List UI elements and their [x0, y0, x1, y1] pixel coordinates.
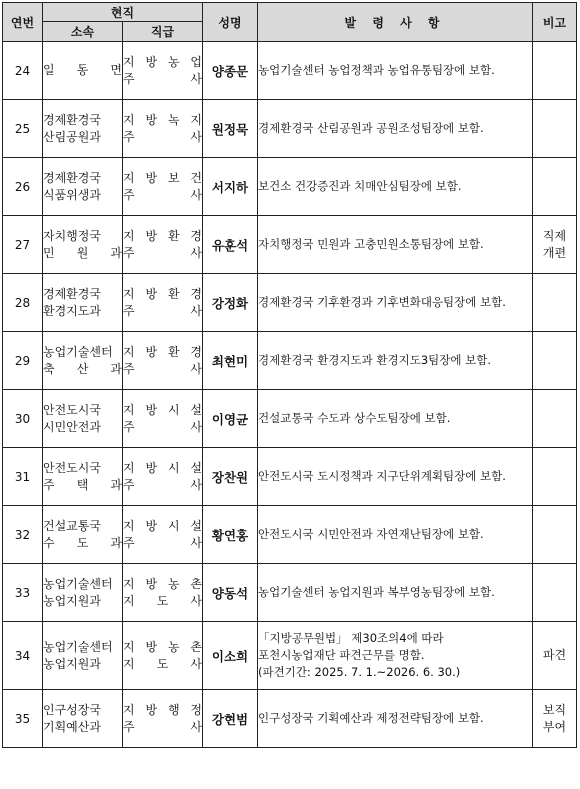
remark-line: 부여: [542, 719, 567, 734]
order-line: 경제환경국 산림공원과 공원조성팀장에 보함.: [258, 121, 484, 135]
grade-text: 녹: [167, 112, 180, 127]
grade-text: 지: [123, 170, 135, 185]
department-text: 농업지원과: [43, 656, 101, 671]
department-line: [43, 303, 122, 320]
grade-line: [123, 286, 202, 303]
grade-text: 방: [145, 402, 158, 417]
remark: [533, 100, 577, 158]
department-line: [43, 535, 122, 552]
grade-line: [123, 303, 202, 320]
table-row: [3, 100, 577, 158]
grade-line: [123, 477, 202, 494]
grade-text: 시: [167, 518, 180, 533]
current-grade: [123, 506, 203, 564]
grade-text: 촌: [190, 576, 202, 591]
grade-text: 방: [145, 576, 158, 591]
grade-text: 주: [123, 477, 135, 492]
appointment-order: [258, 100, 533, 158]
order-line: 경제환경국 기후환경과 기후변화대응팀장에 보함.: [258, 295, 506, 309]
grade-line: [123, 228, 202, 245]
appointment-order: [258, 274, 533, 332]
table-row: [3, 690, 577, 748]
department-text: 인구성장국: [43, 702, 101, 717]
grade-text: 사: [190, 129, 202, 144]
grade-text: 지: [123, 576, 135, 591]
table-row: [3, 158, 577, 216]
grade-line: [123, 518, 202, 535]
order-line: 안전도시국 시민안전과 자연재난팀장에 보함.: [258, 527, 484, 541]
department-text: 원: [76, 245, 89, 260]
department-line: [43, 245, 122, 262]
row-number: 34: [3, 622, 43, 690]
grade-text: 방: [145, 170, 158, 185]
current-department: [43, 216, 123, 274]
remark: [533, 42, 577, 100]
department-text: 면: [110, 63, 122, 77]
remark: [533, 506, 577, 564]
grade-text: 방: [145, 702, 158, 717]
grade-text: 사: [190, 719, 202, 734]
grade-text: 사: [190, 187, 202, 202]
department-line: [43, 286, 122, 303]
grade-text: 지: [123, 402, 135, 417]
appointment-order: [258, 622, 533, 690]
department-text: 경제환경국: [43, 286, 101, 301]
table-row: [3, 332, 577, 390]
grade-text: 설: [190, 460, 202, 475]
grade-text: 지: [123, 54, 135, 69]
row-number: 33: [3, 564, 43, 622]
table-row: [3, 622, 577, 690]
grade-text: 농: [167, 54, 180, 69]
grade-line: [123, 702, 202, 719]
grade-text: 사: [190, 535, 202, 550]
grade-text: 경: [190, 344, 202, 359]
grade-text: 주: [123, 303, 135, 318]
row-number: 26: [3, 158, 43, 216]
person-name: 장찬원: [203, 448, 258, 506]
grade-text: 주: [123, 535, 135, 550]
current-department: [43, 42, 123, 100]
header-no: 연번: [3, 3, 43, 42]
grade-text: 지: [123, 344, 135, 359]
department-text: 안전도시국: [43, 402, 101, 417]
department-text: 경제환경국: [43, 112, 101, 127]
grade-line: [123, 402, 202, 419]
grade-text: 환: [167, 286, 180, 301]
grade-line: [123, 129, 202, 146]
current-department: [43, 158, 123, 216]
header-dept: 소속: [43, 22, 123, 42]
grade-line: [123, 54, 202, 71]
grade-text: 방: [145, 518, 158, 533]
grade-text: 설: [190, 402, 202, 417]
department-line: [43, 593, 122, 610]
grade-text: 방: [145, 639, 158, 654]
appointment-order: [258, 42, 533, 100]
grade-text: 환: [167, 228, 180, 243]
remark-line: 파견: [542, 648, 567, 662]
department-text: 기획예산과: [43, 719, 101, 734]
department-line: [43, 656, 122, 673]
grade-text: 사: [190, 656, 202, 671]
order-line: 보건소 건강증진과 치매안심팀장에 보함.: [258, 179, 462, 193]
department-text: 주: [43, 477, 55, 492]
current-grade: [123, 100, 203, 158]
grade-text: 촌: [190, 639, 202, 654]
grade-line: [123, 639, 202, 656]
department-text: 과: [110, 245, 122, 260]
grade-text: 방: [145, 460, 158, 475]
department-text: 산림공원과: [43, 129, 101, 144]
current-grade: [123, 332, 203, 390]
grade-text: 방: [145, 344, 158, 359]
header-name: 성명: [203, 3, 258, 42]
remark: [533, 622, 577, 690]
department-text: 수: [43, 535, 55, 550]
row-number: 32: [3, 506, 43, 564]
table-row: [3, 216, 577, 274]
grade-line: [123, 344, 202, 361]
current-grade: [123, 158, 203, 216]
header-order: [258, 3, 533, 42]
department-text: 경제환경국: [43, 170, 101, 185]
current-grade: [123, 690, 203, 748]
person-name: 이소희: [203, 622, 258, 690]
row-number: 35: [3, 690, 43, 748]
current-department: [43, 448, 123, 506]
grade-line: [123, 245, 202, 262]
grade-text: 지: [123, 593, 135, 608]
department-line: [43, 719, 122, 736]
remark-line: 개편: [542, 245, 567, 260]
grade-text: 주: [123, 361, 135, 376]
grade-line: [123, 535, 202, 552]
grade-text: 사: [190, 419, 202, 434]
department-line: [43, 361, 122, 378]
department-line: [43, 187, 122, 204]
grade-text: 주: [123, 187, 135, 202]
order-line: 안전도시국 도시정책과 지구단위계획팀장에 보함.: [258, 469, 506, 483]
grade-text: 시: [167, 402, 180, 417]
grade-text: 방: [145, 54, 158, 69]
grade-text: 사: [190, 477, 202, 492]
appointment-order: [258, 332, 533, 390]
grade-text: 경: [190, 286, 202, 301]
department-text: 민: [43, 245, 55, 260]
grade-text: 사: [190, 71, 202, 86]
grade-text: 지: [123, 702, 135, 717]
appointment-order: [258, 390, 533, 448]
department-line: [43, 228, 122, 245]
current-department: [43, 274, 123, 332]
grade-text: 주: [123, 129, 135, 144]
department-text: 축: [43, 361, 55, 376]
remark: [533, 448, 577, 506]
order-line: 포천시농업재단 파견근무를 명함.: [258, 648, 425, 662]
grade-text: 농: [167, 576, 180, 591]
grade-text: 지: [123, 518, 135, 533]
grade-text: 사: [190, 303, 202, 318]
current-grade: [123, 564, 203, 622]
remark: [533, 158, 577, 216]
order-line: 경제환경국 환경지도과 환경지도3팀장에 보함.: [258, 353, 492, 367]
grade-text: 사: [190, 361, 202, 376]
department-line: [43, 112, 122, 129]
department-text: 일: [43, 63, 55, 77]
grade-text: 방: [145, 112, 158, 127]
appointment-table: [2, 2, 577, 748]
grade-line: [123, 112, 202, 129]
remark: [533, 390, 577, 448]
grade-text: 도: [156, 656, 169, 671]
department-text: 도: [76, 535, 89, 550]
department-text: 택: [76, 477, 89, 492]
grade-line: [123, 719, 202, 736]
grade-text: 농: [167, 639, 180, 654]
grade-text: 사: [190, 245, 202, 260]
table-body: [3, 42, 577, 748]
department-line: [43, 518, 122, 535]
department-text: 건설교통국: [43, 518, 101, 533]
remark: [533, 274, 577, 332]
appointment-order: [258, 564, 533, 622]
person-name: 이영균: [203, 390, 258, 448]
appointment-order: [258, 448, 533, 506]
department-line: [43, 129, 122, 146]
grade-text: 설: [190, 518, 202, 533]
current-grade: [123, 274, 203, 332]
person-name: 강정화: [203, 274, 258, 332]
row-number: 24: [3, 42, 43, 100]
grade-text: 경: [190, 228, 202, 243]
current-department: [43, 564, 123, 622]
grade-text: 방: [145, 286, 158, 301]
department-text: 과: [110, 361, 122, 376]
row-number: 28: [3, 274, 43, 332]
grade-text: 지: [123, 460, 135, 475]
table-row: [3, 564, 577, 622]
order-line: 인구성장국 기획예산과 제정전략팀장에 보함.: [258, 711, 484, 725]
grade-text: 지: [123, 639, 135, 654]
row-number: 29: [3, 332, 43, 390]
table-row: [3, 506, 577, 564]
order-line: 「지방공무원법」 제30조의4에 따라: [258, 631, 444, 645]
grade-text: 건: [190, 170, 202, 185]
grade-text: 행: [167, 702, 180, 717]
department-text: 시민안전과: [43, 419, 101, 434]
current-department: [43, 390, 123, 448]
department-text: 산: [76, 361, 89, 376]
row-number: 27: [3, 216, 43, 274]
grade-text: 방: [145, 228, 158, 243]
order-line: 농업기술센터 농업정책과 농업유통팀장에 보함.: [258, 63, 495, 77]
header-note: 비고: [533, 3, 577, 42]
person-name: 양종문: [203, 42, 258, 100]
department-line: [43, 576, 122, 593]
department-text: 농업기술센터: [43, 576, 113, 591]
current-department: [43, 100, 123, 158]
grade-text: 업: [190, 54, 202, 69]
table-row: [3, 274, 577, 332]
department-text: 농업기술센터: [43, 639, 113, 654]
current-department: [43, 332, 123, 390]
current-department: [43, 690, 123, 748]
department-line: [43, 460, 122, 477]
department-text: 과: [110, 535, 122, 550]
grade-line: [123, 656, 202, 673]
remark-line: 직제: [542, 228, 567, 243]
grade-line: [123, 361, 202, 378]
order-line: 건설교통국 수도과 상수도팀장에 보함.: [258, 411, 451, 425]
current-grade: [123, 622, 203, 690]
current-grade: [123, 448, 203, 506]
department-text: 동: [76, 63, 89, 77]
row-number: 31: [3, 448, 43, 506]
grade-text: 도: [156, 593, 169, 608]
department-text: 식품위생과: [43, 187, 101, 202]
department-line: [43, 402, 122, 419]
grade-text: 시: [167, 460, 180, 475]
grade-text: 지: [190, 112, 202, 127]
department-line: [43, 344, 122, 361]
grade-text: 주: [123, 245, 135, 260]
department-text: 환경지도과: [43, 303, 101, 318]
person-name: 황연홍: [203, 506, 258, 564]
department-text: 농업지원과: [43, 593, 101, 608]
grade-line: [123, 187, 202, 204]
current-grade: [123, 42, 203, 100]
table-header: [3, 3, 577, 42]
grade-text: 환: [167, 344, 180, 359]
order-line: 농업기술센터 농업지원과 복부영농팀장에 보함.: [258, 585, 495, 599]
department-text: 자치행정국: [43, 228, 101, 243]
department-text: 농업기술센터: [43, 344, 113, 359]
person-name: 양동석: [203, 564, 258, 622]
person-name: 원정묵: [203, 100, 258, 158]
appointment-order: [258, 216, 533, 274]
current-grade: [123, 216, 203, 274]
department-line: [43, 419, 122, 436]
grade-text: 주: [123, 719, 135, 734]
grade-text: 정: [190, 702, 202, 717]
order-line: (파견기간: 2025. 7. 1.~2026. 6. 30.): [258, 665, 461, 679]
header-order-text: 발 령 사 항: [344, 15, 446, 30]
current-grade: [123, 390, 203, 448]
grade-text: 지: [123, 228, 135, 243]
person-name: 유훈석: [203, 216, 258, 274]
order-line: 자치행정국 민원과 고충민원소통팀장에 보함.: [258, 237, 484, 251]
department-line: [43, 702, 122, 719]
grade-text: 사: [190, 593, 202, 608]
remark: [533, 564, 577, 622]
table-row: [3, 448, 577, 506]
department-text: 과: [110, 477, 122, 492]
grade-line: [123, 460, 202, 477]
grade-line: [123, 170, 202, 187]
remark: [533, 690, 577, 748]
grade-text: 보: [167, 170, 180, 185]
header-current-position: 현직: [43, 3, 203, 22]
remark: [533, 216, 577, 274]
current-department: [43, 622, 123, 690]
department-line: [43, 170, 122, 187]
department-text: 안전도시국: [43, 460, 101, 475]
department-line: [43, 477, 122, 494]
appointment-order: [258, 158, 533, 216]
remark: [533, 332, 577, 390]
header-grade: 직급: [123, 22, 203, 42]
row-number: 30: [3, 390, 43, 448]
department-line: [43, 62, 122, 79]
grade-line: [123, 593, 202, 610]
grade-line: [123, 419, 202, 436]
grade-text: 지: [123, 656, 135, 671]
grade-text: 지: [123, 286, 135, 301]
grade-text: 주: [123, 419, 135, 434]
department-line: [43, 639, 122, 656]
appointment-order: [258, 690, 533, 748]
remark-line: 보직: [542, 702, 567, 717]
table-row: [3, 390, 577, 448]
table-row: [3, 42, 577, 100]
row-number: 25: [3, 100, 43, 158]
person-name: 최현미: [203, 332, 258, 390]
grade-text: 주: [123, 71, 135, 86]
person-name: 서지하: [203, 158, 258, 216]
current-department: [43, 506, 123, 564]
grade-text: 지: [123, 112, 135, 127]
person-name: 강현범: [203, 690, 258, 748]
grade-line: [123, 71, 202, 88]
appointment-order: [258, 506, 533, 564]
grade-line: [123, 576, 202, 593]
